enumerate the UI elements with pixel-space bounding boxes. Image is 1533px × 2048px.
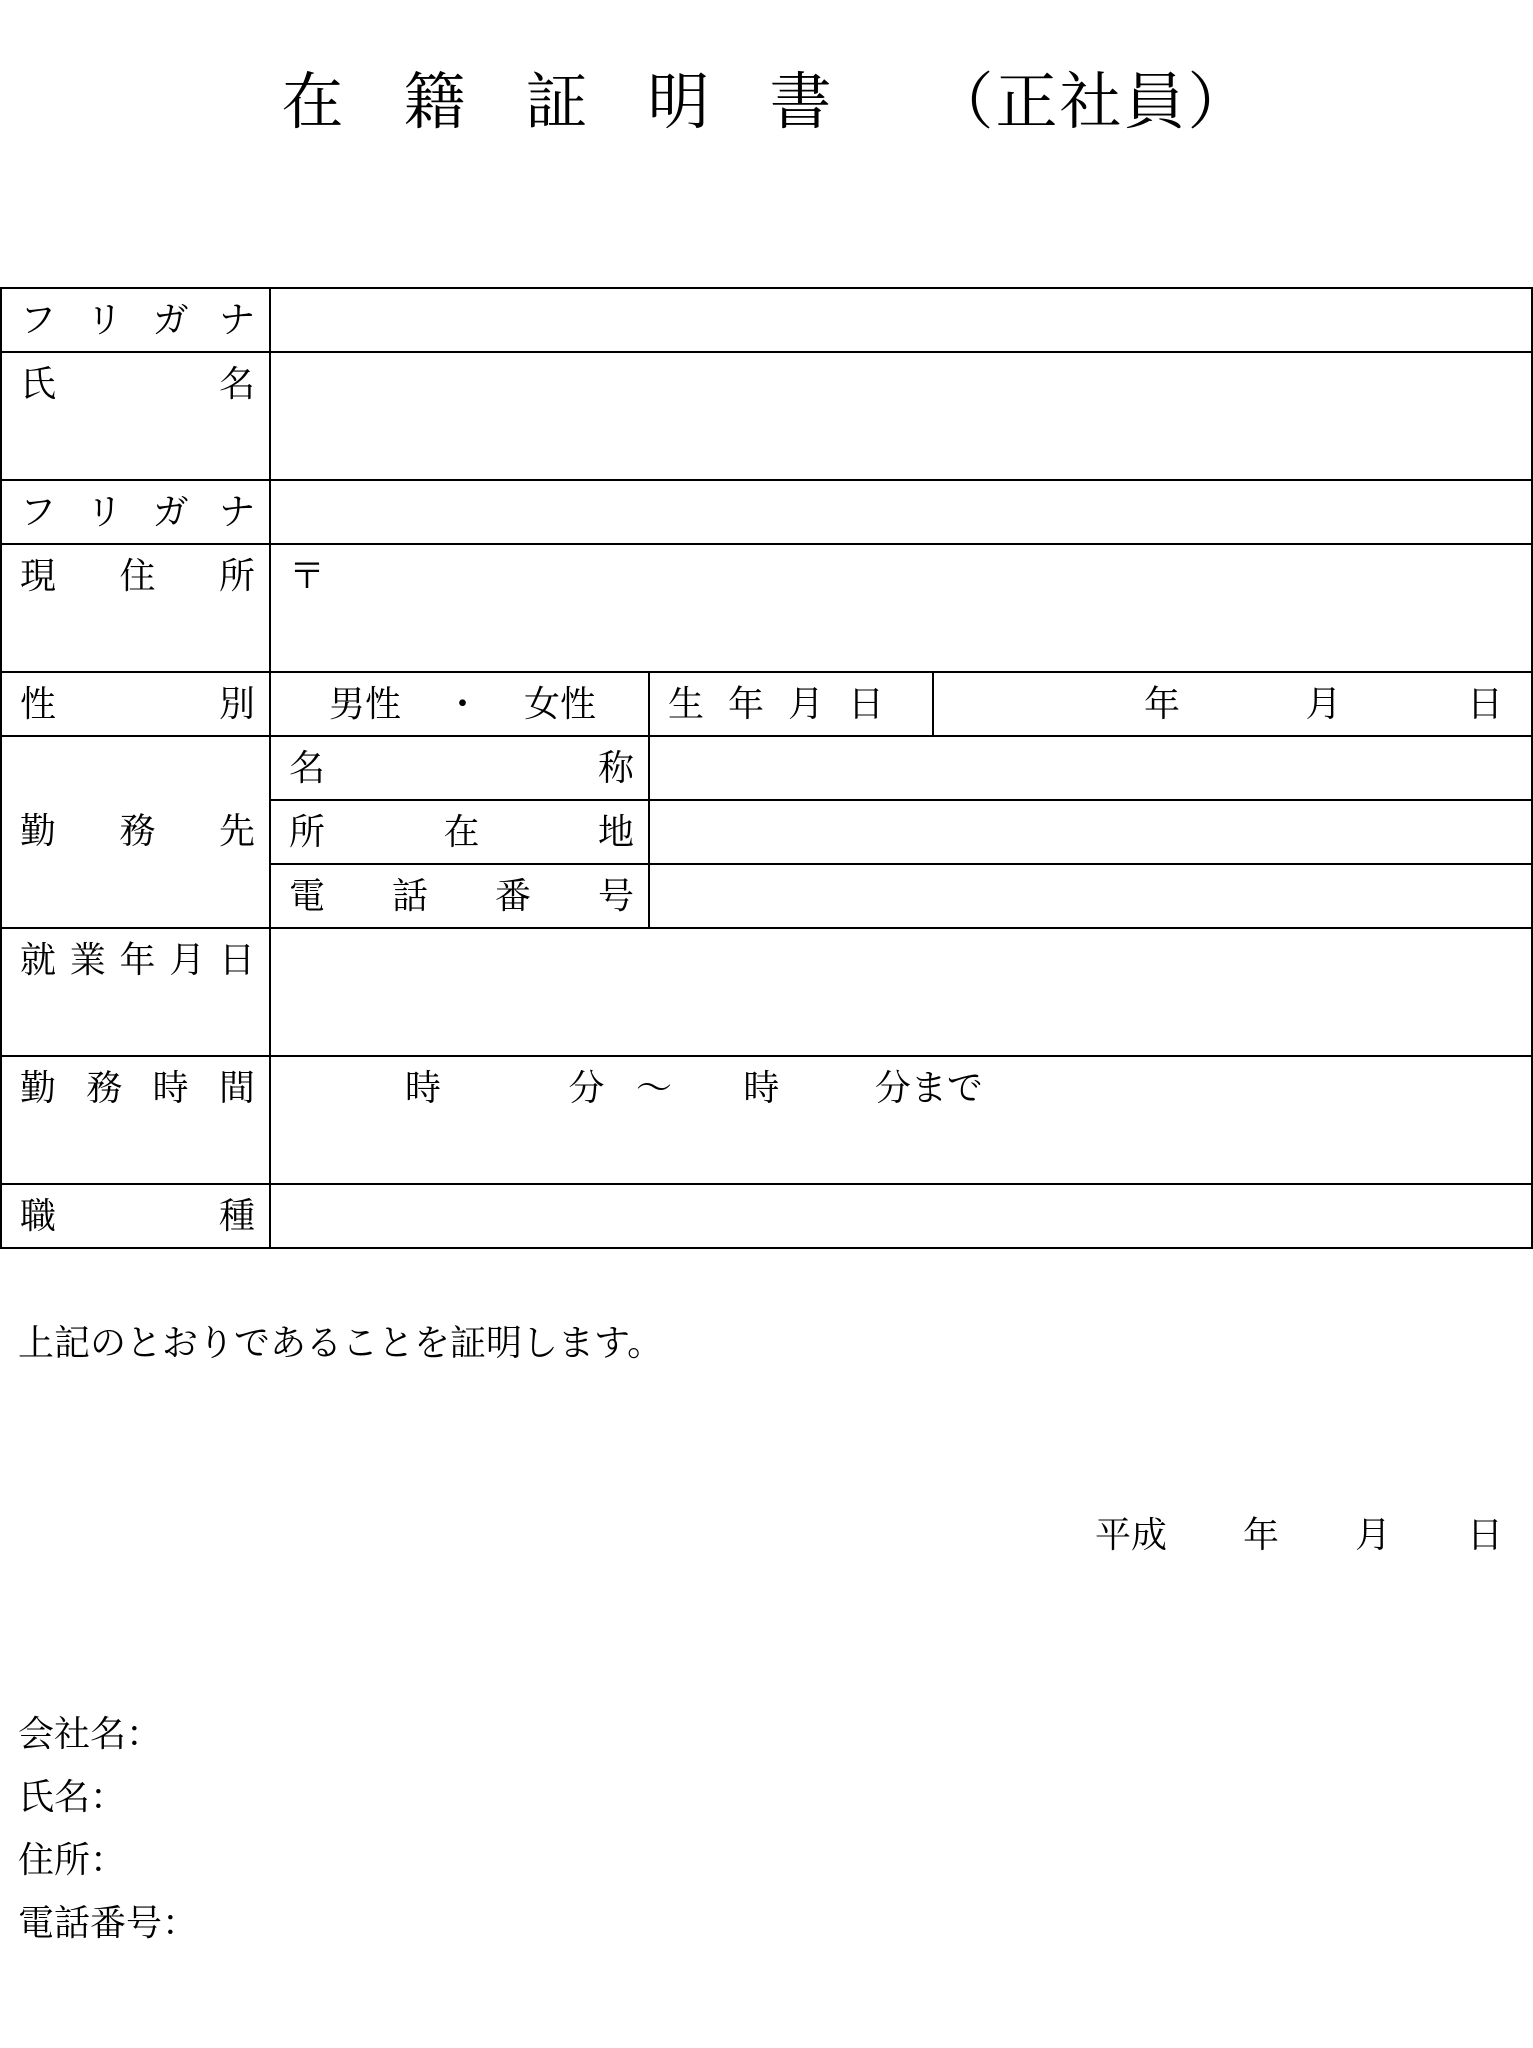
label-furigana-1-text: フ リ ガ ナ [20,300,255,341]
row-start-date [1,928,1532,1056]
row-workplace-name [1,736,1532,800]
certificate-form-table [0,287,1533,1249]
birthdate-day: 日 [1467,684,1504,725]
hours-from-hour: 時 [405,1068,442,1109]
label-furigana-1 [1,288,270,352]
row-gender-birthdate [1,672,1532,736]
field-start-date[interactable] [270,928,1532,1056]
hours-from-min: 分 [568,1068,605,1109]
field-workplace-phone[interactable] [649,864,1532,928]
postal-mark: 〒 [289,556,326,597]
field-furigana-2[interactable] [270,480,1532,544]
label-workplace-name [270,736,649,800]
label-start-date-text: 就 業 年 月 日 [20,940,255,981]
title-sub: （正社員） [931,65,1252,138]
issue-date-year: 年 [1242,1515,1279,1556]
label-gender-text: 性 別 [20,684,255,725]
issue-date-day: 日 [1466,1515,1503,1556]
label-address-text: 現 住 所 [20,556,255,597]
gender-separator: ・ [444,684,481,725]
field-name[interactable] [270,352,1532,480]
label-workplace-location [270,800,649,864]
row-name [1,352,1532,480]
field-workplace-name[interactable] [649,736,1532,800]
signature-address[interactable]: 住所： [18,1840,127,1881]
row-furigana-2 [1,480,1532,544]
label-workplace-phone-text: 電 話 番 号 [289,876,634,917]
label-occupation [1,1184,270,1248]
label-occupation-text: 職 種 [20,1196,255,1237]
document-title [0,62,1533,142]
label-workplace-location-text: 所 在 地 [289,812,634,853]
field-workplace-location[interactable] [649,800,1532,864]
field-furigana-1[interactable] [270,288,1532,352]
label-name [1,352,270,480]
gender-male[interactable]: 男性 [329,684,402,725]
label-gender [1,672,270,736]
label-furigana-2-text: フ リ ガ ナ [20,492,255,533]
label-workplace-phone [270,864,649,928]
label-furigana-2 [1,480,270,544]
field-work-hours[interactable] [270,1056,1532,1184]
field-address[interactable] [270,544,1532,672]
hours-to-min: 分まで [874,1068,983,1109]
row-address [1,544,1532,672]
label-workplace [1,736,270,928]
certification-statement: 上記のとおりであることを証明します。 [18,1323,664,1364]
label-birthdate-text: 生 年 月 日 [668,684,884,725]
gender-female[interactable]: 女性 [523,684,596,725]
hours-tilde: ～ [635,1068,672,1109]
hours-to-hour: 時 [743,1068,780,1109]
field-birthdate[interactable] [933,672,1532,736]
row-occupation [1,1184,1532,1248]
issue-date[interactable] [1095,1514,1503,1558]
label-start-date [1,928,270,1056]
signature-company[interactable]: 会社名： [18,1714,163,1755]
row-work-hours [1,1056,1532,1184]
field-gender[interactable] [270,672,649,736]
issue-date-era: 平成 [1094,1515,1167,1556]
signature-phone[interactable]: 電話番号： [18,1903,199,1944]
label-work-hours-text: 勤 務 時 間 [20,1068,255,1109]
birthdate-year: 年 [1144,684,1181,725]
issue-date-month: 月 [1354,1515,1391,1556]
birthdate-month: 月 [1305,684,1342,725]
title-main: 在籍証明書 [281,65,892,138]
signature-block [18,1703,198,1955]
field-occupation[interactable] [270,1184,1532,1248]
row-furigana-1 [1,288,1532,352]
signature-name[interactable]: 氏名： [18,1777,127,1818]
label-work-hours [1,1056,270,1184]
label-workplace-text: 勤 務 先 [20,811,255,852]
label-birthdate [649,672,933,736]
label-name-text: 氏 名 [20,364,255,405]
label-address [1,544,270,672]
label-workplace-name-text: 名 称 [289,748,634,789]
